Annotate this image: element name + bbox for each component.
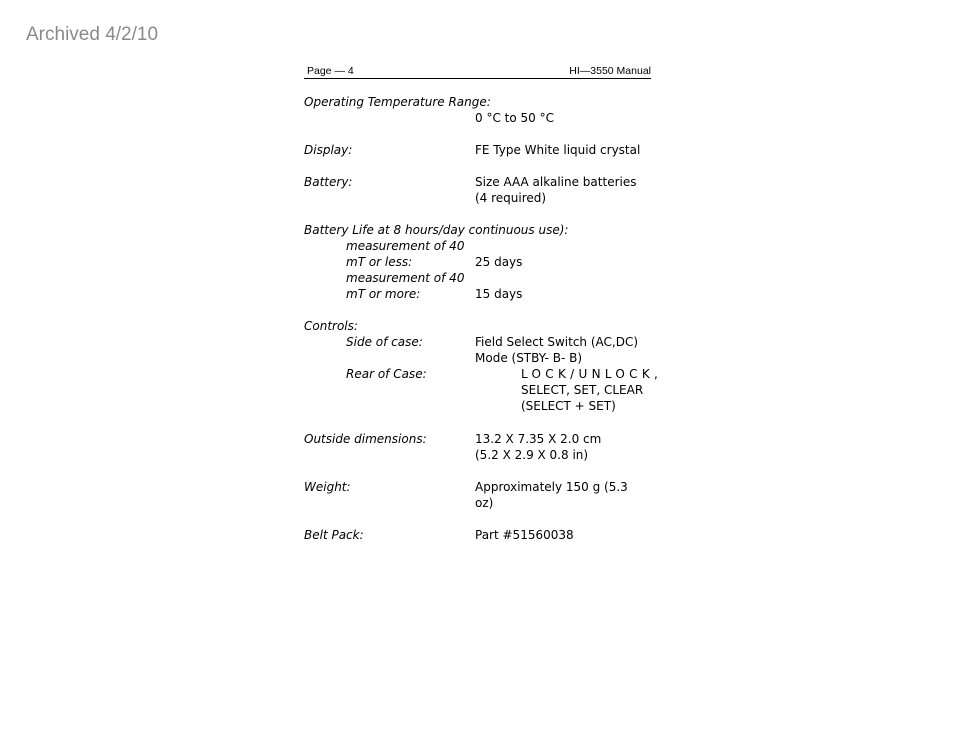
manual-title: HI—3550 Manual <box>569 65 651 77</box>
battery-life-label: Battery Life at 8 hours/day continuous use): <box>304 223 569 237</box>
controls-label: Controls: <box>304 319 358 333</box>
page-header <box>304 64 651 79</box>
controls-rear-value-line2: SELECT, SET, CLEAR <box>521 383 644 397</box>
battery-life-row1-value: 25 days <box>475 255 523 269</box>
controls-rear-value-line1: LOCK/UNLOCK, <box>521 367 663 381</box>
operating-temp-label: Operating Temperature Range: <box>304 95 491 109</box>
controls-rear-value-line3: (SELECT + SET) <box>521 399 616 413</box>
belt-pack-label: Belt Pack: <box>304 528 364 542</box>
archived-label: Archived 4/2/10 <box>26 24 159 45</box>
weight-value-line1: Approximately 150 g (5.3 <box>475 480 628 494</box>
display-label: Display: <box>304 143 353 157</box>
weight-value-line2: oz) <box>475 496 494 510</box>
page-number: Page — 4 <box>307 65 354 77</box>
battery-value-line2: (4 required) <box>475 191 547 205</box>
battery-life-row2-label-b: mT or more: <box>346 287 421 301</box>
battery-label: Battery: <box>304 175 353 189</box>
battery-life-row1-label-a: measurement of 40 <box>346 239 465 253</box>
operating-temp-value: 0 °C to 50 °C <box>475 111 554 125</box>
dimensions-value-line2: (5.2 X 2.9 X 0.8 in) <box>475 448 589 462</box>
display-value: FE Type White liquid crystal <box>475 143 641 157</box>
dimensions-label: Outside dimensions: <box>304 432 427 446</box>
dimensions-value-line1: 13.2 X 7.35 X 2.0 cm <box>475 432 602 446</box>
controls-rear-label: Rear of Case: <box>346 367 427 381</box>
belt-pack-value: Part #51560038 <box>475 528 574 542</box>
battery-life-row2-label-a: measurement of 40 <box>346 271 465 285</box>
battery-life-row2-value: 15 days <box>475 287 523 301</box>
controls-side-value-line1: Field Select Switch (AC,DC) <box>475 335 639 349</box>
weight-label: Weight: <box>304 480 351 494</box>
battery-life-row1-label-b: mT or less: <box>346 255 413 269</box>
controls-side-label: Side of case: <box>346 335 423 349</box>
battery-value-line1: Size AAA alkaline batteries <box>475 175 637 189</box>
controls-side-value-line2: Mode (STBY- B- B) <box>475 351 583 365</box>
